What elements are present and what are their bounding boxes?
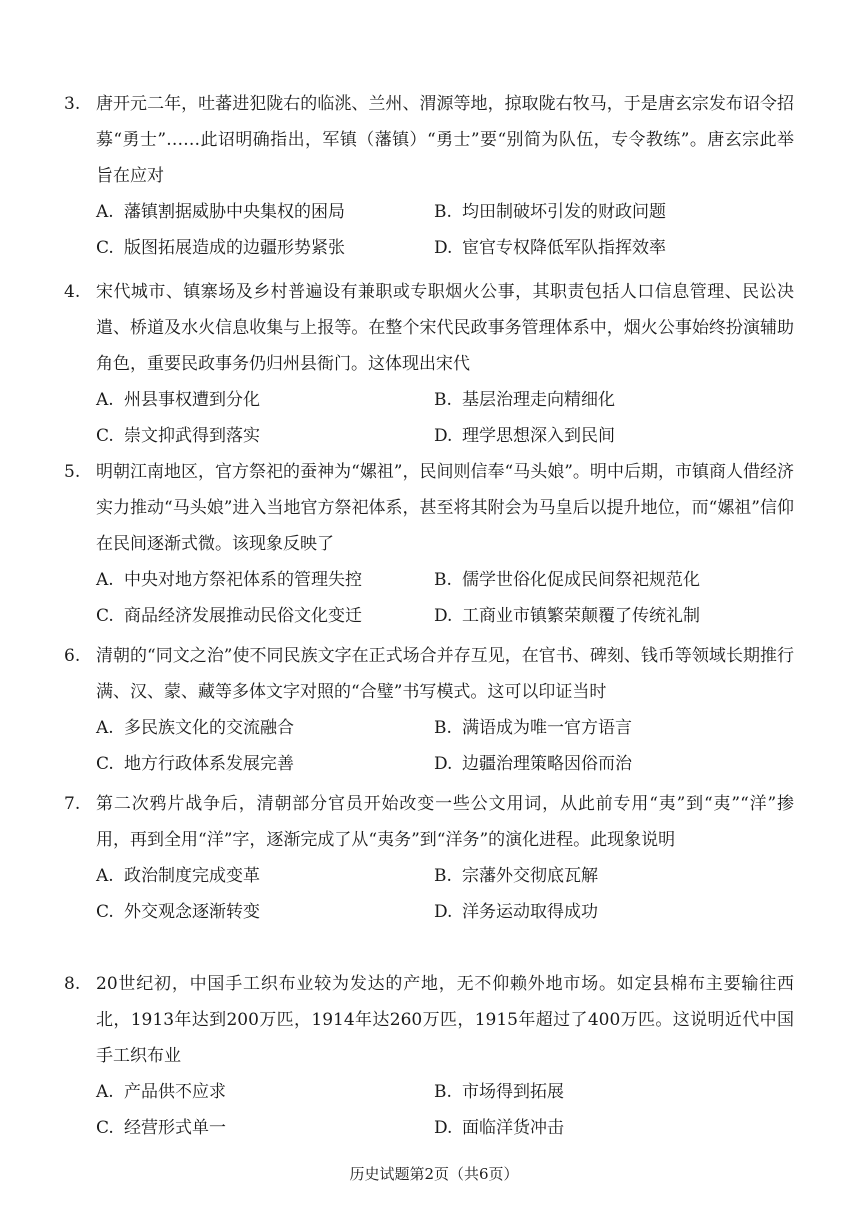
option-text: 洋务运动取得成功 — [462, 902, 598, 922]
option-label: D. — [434, 754, 453, 774]
option-text: 儒学世俗化促成民间祭祀规范化 — [462, 570, 700, 590]
option-label: B. — [434, 1082, 452, 1102]
option-label: A. — [96, 202, 114, 222]
option-text: 地方行政体系发展完善 — [124, 754, 294, 774]
option-d[interactable] — [434, 418, 794, 454]
option-label: B. — [434, 570, 452, 590]
question-text: 唐开元二年，吐蕃进犯陇右的临洮、兰州、渭源等地，掠取陇右牧马，于是唐玄宗发布诏令招募“勇士”……此诏明确指出，军镇（藩镇）“勇士”要“别简为队伍，专令教练”。唐玄宗此举旨在应对 — [96, 94, 794, 186]
question-stem — [64, 786, 794, 858]
option-text: 均田制破坏引发的财政问题 — [462, 202, 666, 222]
option-text: 经营形式单一 — [124, 1118, 226, 1138]
question-stem — [64, 274, 794, 382]
question-6 — [64, 638, 794, 782]
option-label: A. — [96, 718, 114, 738]
option-text: 理学思想深入到民间 — [462, 426, 615, 446]
question-4 — [64, 274, 794, 454]
option-text: 工商业市镇繁荣颠覆了传统礼制 — [462, 606, 700, 626]
option-label: D. — [434, 606, 453, 626]
option-d[interactable] — [434, 598, 794, 634]
question-text: 20世纪初，中国手工织布业较为发达的产地，无不仰赖外地市场。如定县棉布主要输往西北，1913年达到200万匹，1914年达260万匹，1915年超过了400万匹。这说明近代中国手工织布业 — [96, 974, 794, 1066]
option-label: B. — [434, 390, 452, 410]
option-list — [96, 194, 794, 266]
option-list — [96, 382, 794, 454]
option-a[interactable] — [96, 858, 434, 894]
option-d[interactable] — [434, 1110, 794, 1146]
question-8 — [64, 966, 794, 1146]
option-label: B. — [434, 718, 452, 738]
option-text: 政治制度完成变革 — [124, 866, 260, 886]
question-3 — [64, 86, 794, 266]
option-a[interactable] — [96, 194, 434, 230]
option-list — [96, 562, 794, 634]
option-text: 崇文抑武得到落实 — [124, 426, 260, 446]
option-a[interactable] — [96, 710, 434, 746]
option-c[interactable] — [96, 746, 434, 782]
option-text: 宗藩外交彻底瓦解 — [462, 866, 598, 886]
option-label: D. — [434, 238, 453, 258]
option-a[interactable] — [96, 562, 434, 598]
option-label: D. — [434, 902, 453, 922]
option-label: A. — [96, 1082, 114, 1102]
option-label: C. — [96, 902, 114, 922]
option-b[interactable] — [434, 1074, 794, 1110]
option-a[interactable] — [96, 1074, 434, 1110]
option-text: 面临洋货冲击 — [462, 1118, 564, 1138]
option-text: 基层治理走向精细化 — [462, 390, 615, 410]
option-list — [96, 858, 794, 930]
question-stem — [64, 966, 794, 1074]
option-b[interactable] — [434, 710, 794, 746]
question-7 — [64, 786, 794, 930]
option-label: D. — [434, 426, 453, 446]
option-d[interactable] — [434, 746, 794, 782]
question-text: 第二次鸦片战争后，清朝部分官员开始改变一些公文用词，从此前专用“夷”到“夷”“洋”掺用，再到全用“洋”字，逐渐完成了从“夷务”到“洋务”的演化进程。此现象说明 — [96, 794, 794, 850]
option-text: 产品供不应求 — [124, 1082, 226, 1102]
question-number: 4. — [64, 282, 81, 302]
option-text: 藩镇割据威胁中央集权的困局 — [124, 202, 345, 222]
option-list — [96, 710, 794, 782]
option-text: 宦官专权降低军队指挥效率 — [462, 238, 666, 258]
option-text: 市场得到拓展 — [462, 1082, 564, 1102]
option-text: 满语成为唯一官方语言 — [462, 718, 632, 738]
option-label: B. — [434, 866, 452, 886]
question-5 — [64, 454, 794, 634]
question-number: 6. — [64, 646, 81, 666]
question-number: 8. — [64, 974, 81, 994]
question-text: 清朝的“同文之治”使不同民族文字在正式场合并存互见，在官书、碑刻、钱币等领域长期推行满、汉、蒙、藏等多体文字对照的“合璧”书写模式。这可以印证当时 — [96, 646, 794, 702]
option-label: C. — [96, 426, 114, 446]
option-text: 版图拓展造成的边疆形势紧张 — [124, 238, 345, 258]
option-c[interactable] — [96, 894, 434, 930]
question-stem — [64, 638, 794, 710]
option-b[interactable] — [434, 194, 794, 230]
option-d[interactable] — [434, 230, 794, 266]
option-d[interactable] — [434, 894, 794, 930]
option-c[interactable] — [96, 598, 434, 634]
option-c[interactable] — [96, 1110, 434, 1146]
question-number: 3. — [64, 94, 81, 114]
option-b[interactable] — [434, 382, 794, 418]
option-a[interactable] — [96, 382, 434, 418]
option-label: C. — [96, 1118, 114, 1138]
option-b[interactable] — [434, 858, 794, 894]
option-b[interactable] — [434, 562, 794, 598]
option-c[interactable] — [96, 230, 434, 266]
option-list — [96, 1074, 794, 1146]
option-text: 商品经济发展推动民俗文化变迁 — [124, 606, 362, 626]
option-label: A. — [96, 390, 114, 410]
option-label: A. — [96, 570, 114, 590]
question-number: 7. — [64, 794, 81, 814]
question-stem — [64, 86, 794, 194]
option-label: C. — [96, 606, 114, 626]
question-number: 5. — [64, 462, 81, 482]
option-c[interactable] — [96, 418, 434, 454]
option-label: B. — [434, 202, 452, 222]
option-label: C. — [96, 754, 114, 774]
option-text: 外交观念逐渐转变 — [124, 902, 260, 922]
question-text: 明朝江南地区，官方祭祀的蚕神为“嫘祖”，民间则信奉“马头娘”。明中后期，市镇商人借经济实力推动“马头娘”进入当地官方祭祀体系，甚至将其附会为马皇后以提升地位，而“嫘祖”信仰在民间逐渐式微。该现象反映了 — [96, 462, 794, 554]
question-stem — [64, 454, 794, 562]
option-text: 多民族文化的交流融合 — [124, 718, 294, 738]
option-text: 边疆治理策略因俗而治 — [462, 754, 632, 774]
question-text: 宋代城市、镇寨场及乡村普遍设有兼职或专职烟火公事，其职责包括人口信息管理、民讼决遣、桥道及水火信息收集与上报等。在整个宋代民政事务管理体系中，烟火公事始终扮演辅助角色，重要民政事务仍归州县衙门。这体现出宋代 — [96, 282, 794, 374]
page-footer: 历史试题第2页（共6页） — [349, 1165, 519, 1183]
option-text: 中央对地方祭祀体系的管理失控 — [124, 570, 362, 590]
option-label: D. — [434, 1118, 453, 1138]
option-label: A. — [96, 866, 114, 886]
option-label: C. — [96, 238, 114, 258]
option-text: 州县事权遭到分化 — [124, 390, 260, 410]
